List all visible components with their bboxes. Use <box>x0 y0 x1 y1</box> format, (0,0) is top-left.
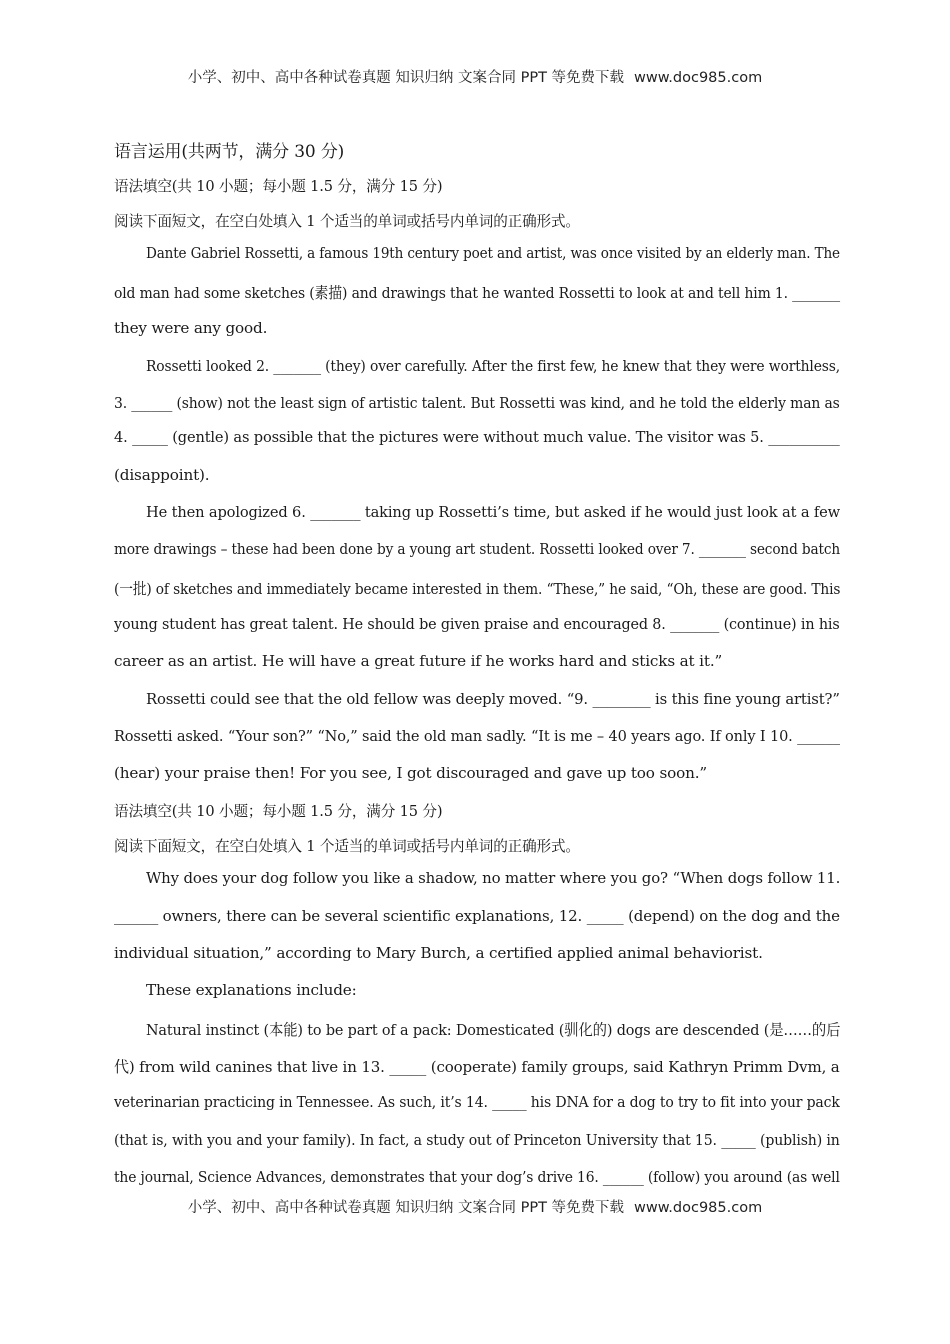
passage2-line: the journal, Science Advances, demonstrates that your dog’s drive 16. ______ (follow) you around (as well <box>114 1168 840 1186</box>
passage1-line: more drawings – these had been done by a young art student. Rossetti looked over 7. _______ second batch <box>114 540 841 558</box>
passage1-line: 3. ______ (show) not the least sign of artistic talent. But Rossetti was kind, and he told the elderly man as <box>114 394 840 412</box>
banner-text: 小学、初中、高中各种试卷真题 知识归纳 文案合同 PPT 等免费下载 <box>187 70 625 86</box>
passage2-line: 代) from wild canines that live in 13. _____ (cooperate) family groups, said Kathryn Primm Dvm, a <box>114 1058 840 1076</box>
passage1-line: Rossetti looked 2. _______ (they) over carefully. After the first few, he knew that they were worthless, <box>146 357 841 375</box>
passage1-line: 4. _____ (gentle) as possible that the pictures were without much value. The visitor was 5. __________ <box>114 428 840 446</box>
passage2-line: These explanations include: <box>146 981 357 999</box>
passage1-line: old man had some sketches (素描) and drawings that he wanted Rossetti to look at and tell him 1. _______ <box>114 284 840 302</box>
part1-instruction: 阅读下面短文，在空白处填入 1 个适当的单词或括号内单词的正确形式。 <box>114 213 580 230</box>
passage2-line: veterinarian practicing in Tennessee. As such, it’s 14. _____ his DNA for a dog to try to fit into your pack <box>114 1093 840 1111</box>
passage1-line: they were any good. <box>114 319 268 337</box>
banner-text: 小学、初中、高中各种试卷真题 知识归纳 文案合同 PPT 等免费下载 <box>187 1200 625 1216</box>
passage1-line: (hear) your praise then! For you see, I got discouraged and gave up too soon.” <box>114 764 708 782</box>
footer-banner <box>0 1196 950 1217</box>
part2-instruction: 阅读下面短文，在空白处填入 1 个适当的单词或括号内单词的正确形式。 <box>114 838 580 855</box>
passage1-line: (一批) of sketches and immediately became interested in them. “These,” he said, “Oh, these are good. This <box>114 580 841 598</box>
part2-heading: 语法填空(共 10 小题；每小题 1.5 分，满分 15 分) <box>114 803 443 820</box>
passage2-line: individual situation,” according to Mary Burch, a certified applied animal behaviorist. <box>114 944 763 962</box>
header-banner <box>0 66 950 87</box>
passage1-line: Dante Gabriel Rossetti, a famous 19th century poet and artist, was once visited by an elderly man. The <box>146 244 840 262</box>
passage2-line: Natural instinct (本能) to be part of a pack: Domesticated (驯化的) dogs are descended (是……的后 <box>146 1021 841 1039</box>
passage2-line: Why does your dog follow you like a shadow, no matter where you go? “When dogs follow 11. <box>146 869 841 887</box>
banner-url: www.doc985.com <box>634 1200 763 1216</box>
passage1-line: young student has great talent. He should be given praise and encouraged 8. _______ (continue) in his <box>114 615 840 633</box>
part1-heading: 语法填空(共 10 小题；每小题 1.5 分，满分 15 分) <box>114 178 443 195</box>
passage1-line: Rossetti could see that the old fellow was deeply moved. “9. ________ is this fine young artist?” <box>146 690 840 708</box>
passage1-line: He then apologized 6. _______ taking up Rossetti’s time, but asked if he would just look at a few <box>146 503 841 521</box>
passage2-line: ______ owners, there can be several scientific explanations, 12. _____ (depend) on the dog and the <box>114 907 840 925</box>
passage1-line: Rossetti asked. “Your son?” “No,” said the old man sadly. “It is me – 40 years ago. If only I 10. ______ <box>114 727 840 745</box>
banner-url: www.doc985.com <box>634 70 763 86</box>
section-title: 语言运用(共两节，满分 30 分) <box>114 142 345 162</box>
passage2-line: (that is, with you and your family). In fact, a study out of Princeton University that 15. _____ (publish) in <box>114 1131 840 1149</box>
passage1-line: (disappoint). <box>114 466 210 484</box>
passage1-line: career as an artist. He will have a great future if he works hard and sticks at it.” <box>114 652 723 670</box>
